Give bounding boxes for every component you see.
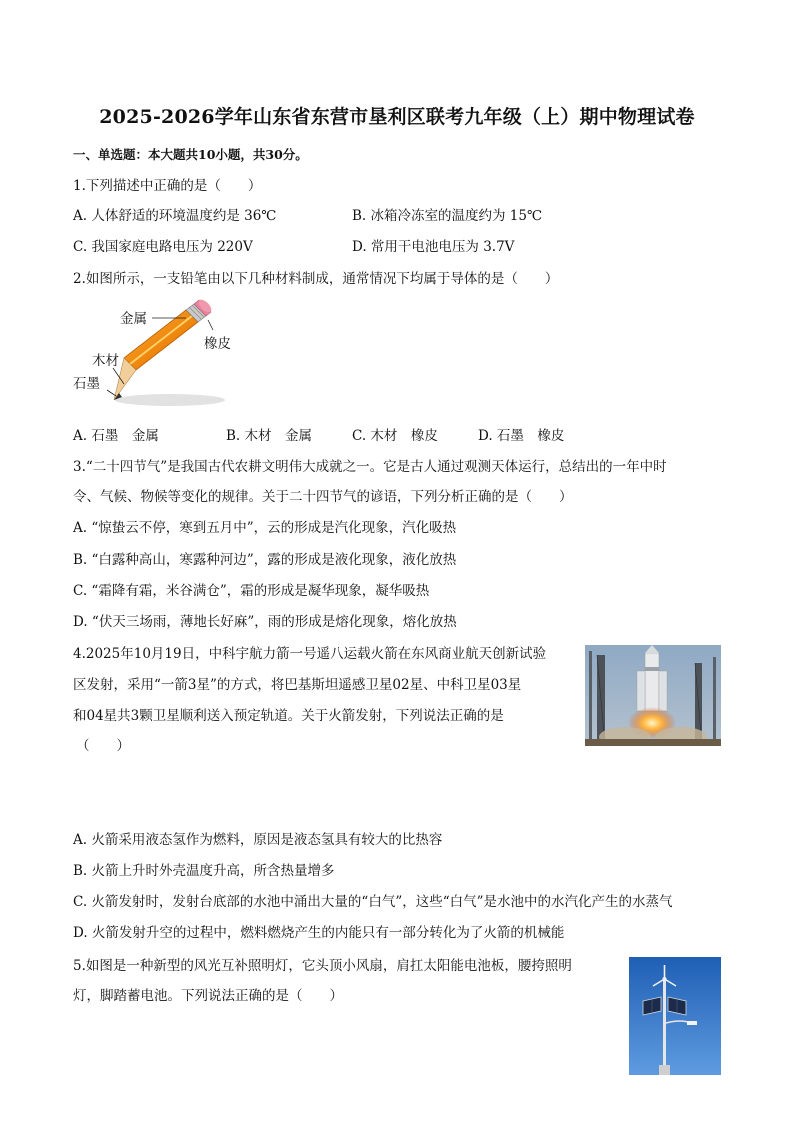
- q3-stem-line1: 3.“二十四节气”是我国古代农耕文明伟大成就之一。它是古人通过观测天体运行，总结出的一年中时: [73, 459, 667, 475]
- q2-option-b[interactable]: B. 木材 金属: [226, 428, 313, 444]
- q2-option-d[interactable]: D. 石墨 橡皮: [478, 428, 565, 444]
- q5-stem-line1: 5.如图是一种新型的风光互补照明灯，它头顶小风扇，肩扛太阳能电池板，腰挎照明: [73, 958, 572, 974]
- q1-option-d[interactable]: D. 常用干电池电压为 3.7V: [352, 239, 515, 255]
- q4-option-d[interactable]: D. 火箭发射升空的过程中，燃料燃烧产生的内能只有一部分转化为了火箭的机械能: [73, 925, 565, 941]
- q3-stem-line2: 令、气候、物候等变化的规律。关于二十四节气的谚语，下列分析正确的是（ ）: [73, 489, 573, 505]
- q4-stem-line2: 区发射，采用“一箭3星”的方式，将巴基斯坦遥感卫星02星、中科卫星03星: [73, 677, 522, 693]
- q1-stem: 1.下列描述中正确的是（ ）: [73, 178, 262, 194]
- label-eraser: 橡皮: [204, 336, 231, 352]
- q4-option-b[interactable]: B. 火箭上升时外壳温度升高，所含热量增多: [73, 863, 335, 879]
- wind-solar-streetlight-photo: [629, 957, 721, 1075]
- q2-option-a[interactable]: A. 石墨 金属: [73, 428, 159, 444]
- rocket-launch-photo: [585, 645, 721, 746]
- label-wood: 木材: [92, 353, 119, 369]
- q1-option-a[interactable]: A. 人体舒适的环境温度约是 36℃: [73, 208, 277, 224]
- q3-option-c[interactable]: C. “霜降有霜，米谷满仓”，霜的形成是凝华现象，凝华吸热: [73, 583, 430, 599]
- page-title: 2025-2026学年山东省东营市垦利区联考九年级（上）期中物理试卷: [99, 106, 695, 128]
- q3-option-b[interactable]: B. “白露种高山，寒露种河边”，露的形成是液化现象，液化放热: [73, 552, 457, 568]
- q1-option-c[interactable]: C. 我国家庭电路电压为 220V: [73, 239, 253, 255]
- q4-stem-line1: 4.2025年10月19日，中科宇航力箭一号遥八运载火箭在东风商业航天创新试验: [73, 646, 547, 662]
- q2-option-c[interactable]: C. 木材 橡皮: [352, 428, 438, 444]
- q1-option-b[interactable]: B. 冰箱冷冻室的温度约为 15℃: [352, 208, 543, 224]
- q2-stem: 2.如图所示，一支铅笔由以下几种材料制成，通常情况下均属于导体的是（ ）: [73, 271, 559, 287]
- q3-option-a[interactable]: A. “惊蛰云不停，寒到五月中”，云的形成是汽化现象，汽化吸热: [73, 520, 457, 536]
- q4-option-a[interactable]: A. 火箭采用液态氢作为燃料，原因是液态氢具有较大的比热容: [73, 832, 443, 848]
- label-graphite: 石墨: [73, 376, 100, 392]
- label-metal: 金属: [120, 311, 147, 327]
- q4-stem-line4: （ ）: [76, 738, 130, 754]
- section-heading: 一、单选题：本大题共10小题，共30分。: [73, 147, 308, 162]
- q4-option-c[interactable]: C. 火箭发射时，发射台底部的水池中涌出大量的“白气”，这些“白气”是水池中的水汽化产生的水蒸气: [73, 894, 673, 910]
- q3-option-d[interactable]: D. “伏天三场雨，薄地长好麻”，雨的形成是熔化现象，熔化放热: [73, 614, 457, 630]
- q5-stem-line2: 灯，脚踏蓄电池。下列说法正确的是（ ）: [73, 988, 343, 1004]
- q4-stem-line3: 和04星共3颗卫星顺利送入预定轨道。关于火箭发射，下列说法正确的是: [73, 708, 504, 724]
